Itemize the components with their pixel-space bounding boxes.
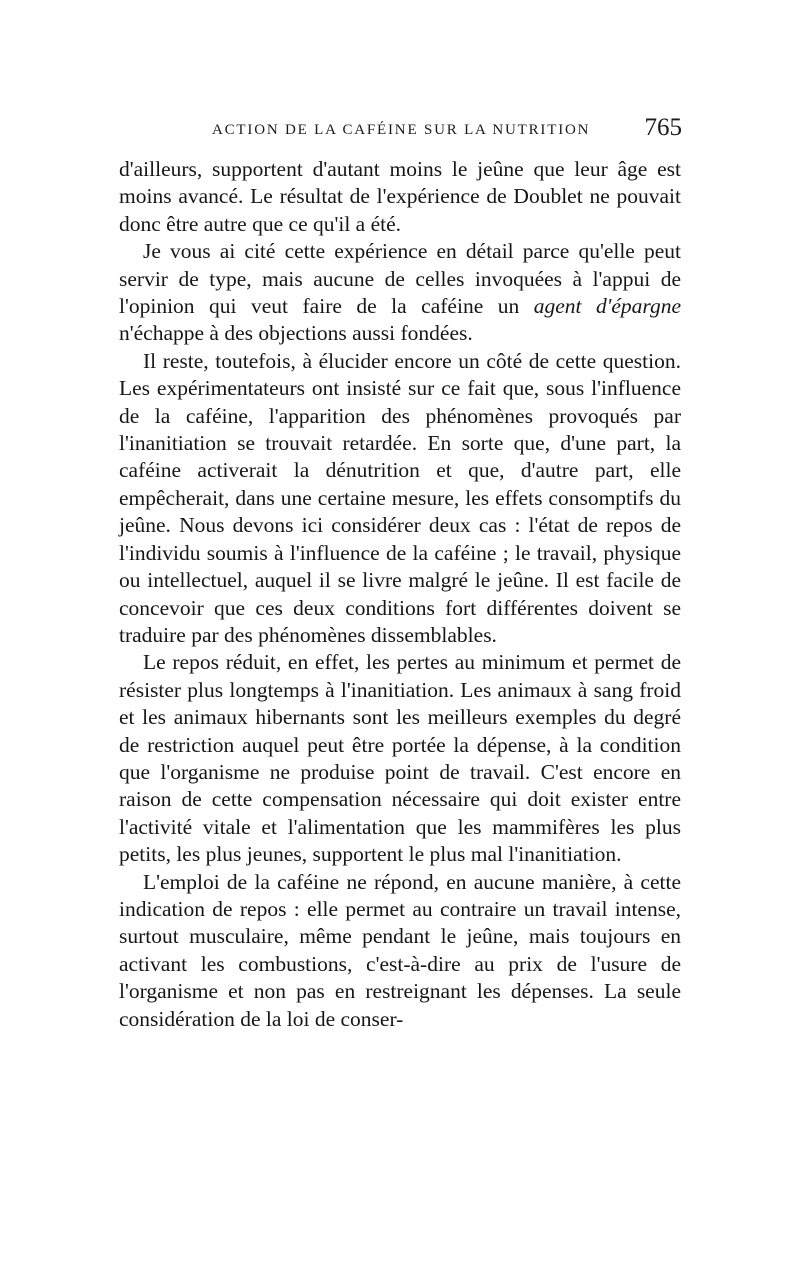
page-number: 765 (644, 114, 682, 141)
page-header (120, 112, 682, 148)
body-text (119, 156, 681, 1033)
paragraph-2-text-start: Je vous ai cité cette expérience en détail parce qu'elle peut servir de type, mais aucune de celles invoquées à l'appui de l'opinion qui veut faire de la caféine un (119, 239, 681, 319)
paragraph-5: L'emploi de la caféine ne répond, en aucune manière, à cette indication de repos : elle permet au contraire un travail intense, surtout musculaire, même pendant le jeûne, mais toujours en activant les combustions, c'est-à-dire au prix de l'usure de l'organisme et non pas en restreignant les dépenses. La seule considération de la loi de conser- (119, 869, 681, 1031)
paragraph-2-emphasis: agent d'épargne (533, 294, 681, 319)
paragraph-2 (119, 238, 681, 348)
paragraph-3: Il reste, toutefois, à élucider encore un côté de cette question. Les expérimentateurs ont insisté sur ce fait que, sous l'influence de la caféine, l'apparition des phénomènes provoqués par l'inanitiation se trouvait retardée. En sorte que, d'une part, la caféine activerait la dénutrition et que, d'autre part, elle empêcherait, dans une certaine mesure, les effets consomptifs du jeûne. Nous devons ici considérer deux cas : l'état de repos de l'individu soumis à l'influence de la caféine ; le travail, physique ou intellectuel, auquel il se livre malgré le jeûne. Il est facile de concevoir que ces deux conditions fort différentes doivent se traduire par des phénomènes dissemblables. (119, 348, 681, 647)
paragraph-1: d'ailleurs, supportent d'autant moins le jeûne que leur âge est moins avancé. Le résultat de l'expérience de Doublet ne pouvait donc être autre que ce qu'il a été. (119, 157, 681, 236)
running-head: ACTION DE LA CAFÉINE SUR LA NUTRITION (212, 122, 591, 138)
paragraph-2-text-end: n'échappe à des objections aussi fondées. (119, 321, 473, 346)
paragraph-4: Le repos réduit, en effet, les pertes au minimum et permet de résister plus longtemps à l'inanitiation. Les animaux à sang froid et les animaux hibernants sont les meilleurs exemples du degré de restriction auquel peut être portée la dépense, à la condition que l'organisme ne produise point de travail. C'est encore en raison de cette compensation nécessaire qui doit exister entre l'activité vitale et l'alimentation que les mammifères les plus petits, les plus jeunes, supportent le plus mal l'inanitiation. (119, 650, 681, 867)
